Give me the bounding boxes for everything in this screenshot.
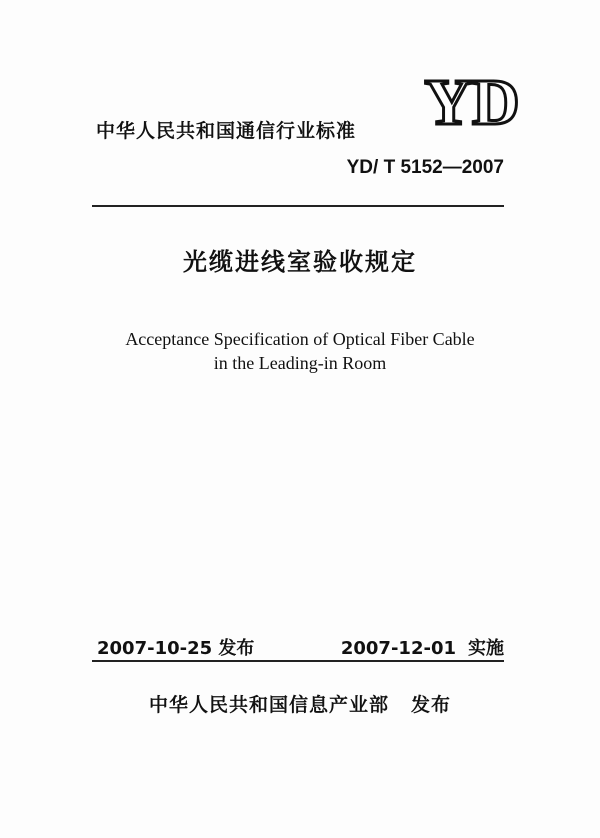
logo-text: YD [424, 66, 520, 134]
header-divider [92, 205, 504, 207]
title-english-line2: in the Leading-in Room [213, 353, 387, 373]
publisher-name: 中华人民共和国信息产业部 [148, 694, 389, 716]
implementation-date-value: 2007-12-01 [340, 638, 456, 659]
standard-category: 中华人民共和国通信行业标准 [96, 120, 357, 142]
publisher [0, 690, 600, 717]
title-english-line1: Acceptance Specification of Optical Fiber Cable [125, 329, 475, 349]
implementation-date [341, 634, 504, 660]
yd-logo [418, 66, 526, 134]
implementation-label: 实施 [468, 638, 504, 659]
issue-date: 2007-10-25 发布 [97, 638, 255, 659]
publish-label: 发布 [411, 694, 452, 716]
title-chinese: 光缆进线室验收规定 [183, 248, 417, 276]
footer-divider [92, 660, 504, 662]
title-english [0, 327, 600, 375]
standard-number: YD/ T 5152—2007 [346, 157, 504, 178]
